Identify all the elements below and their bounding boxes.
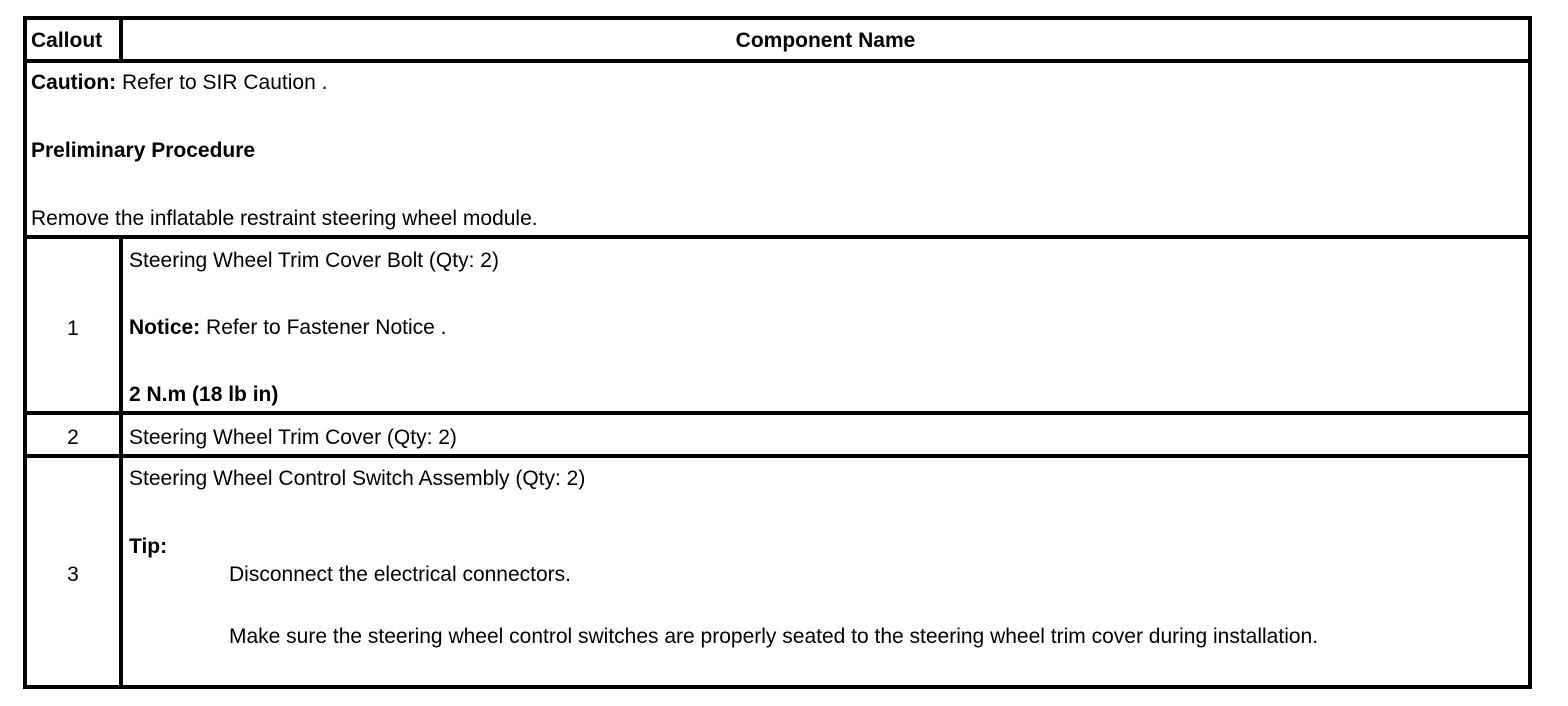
torque-spec: 2 N.m (18 lb in) bbox=[129, 383, 279, 406]
row1-divider bbox=[27, 411, 1528, 415]
preliminary-heading: Preliminary Procedure bbox=[31, 139, 256, 162]
component-name-header: Component Name bbox=[735, 29, 916, 52]
component-table bbox=[23, 16, 1532, 689]
preliminary-step: Remove the inflatable restraint steering wheel module. bbox=[31, 207, 538, 230]
callout-number-2: 2 bbox=[67, 426, 79, 449]
callout-header: Callout bbox=[31, 29, 103, 52]
callout-number-1: 1 bbox=[67, 317, 79, 340]
callout-number-3: 3 bbox=[67, 563, 79, 586]
component-name-2: Steering Wheel Trim Cover (Qty: 2) bbox=[129, 426, 457, 449]
component-name-1: Steering Wheel Trim Cover Bolt (Qty: 2) bbox=[129, 249, 499, 272]
caution-label: Caution: bbox=[31, 71, 117, 94]
header-divider bbox=[27, 59, 1528, 63]
tip-item-1: Disconnect the electrical connectors. bbox=[229, 563, 571, 586]
component-name-3: Steering Wheel Control Switch Assembly (Qty: 2) bbox=[129, 467, 586, 490]
caution-text: Refer to SIR Caution . bbox=[122, 71, 328, 94]
notice-label: Notice: bbox=[129, 316, 201, 339]
caution-note bbox=[31, 71, 327, 95]
callout-column-divider bbox=[119, 235, 123, 685]
row2-divider bbox=[27, 454, 1528, 458]
notice-text: Refer to Fastener Notice . bbox=[206, 316, 447, 339]
tip-item-2: Make sure the steering wheel control switches are properly seated to the steering wheel trim cover during installation. bbox=[229, 625, 1319, 648]
tip-label: Tip: bbox=[129, 535, 168, 558]
intro-divider bbox=[27, 235, 1528, 239]
notice-note bbox=[129, 316, 446, 340]
